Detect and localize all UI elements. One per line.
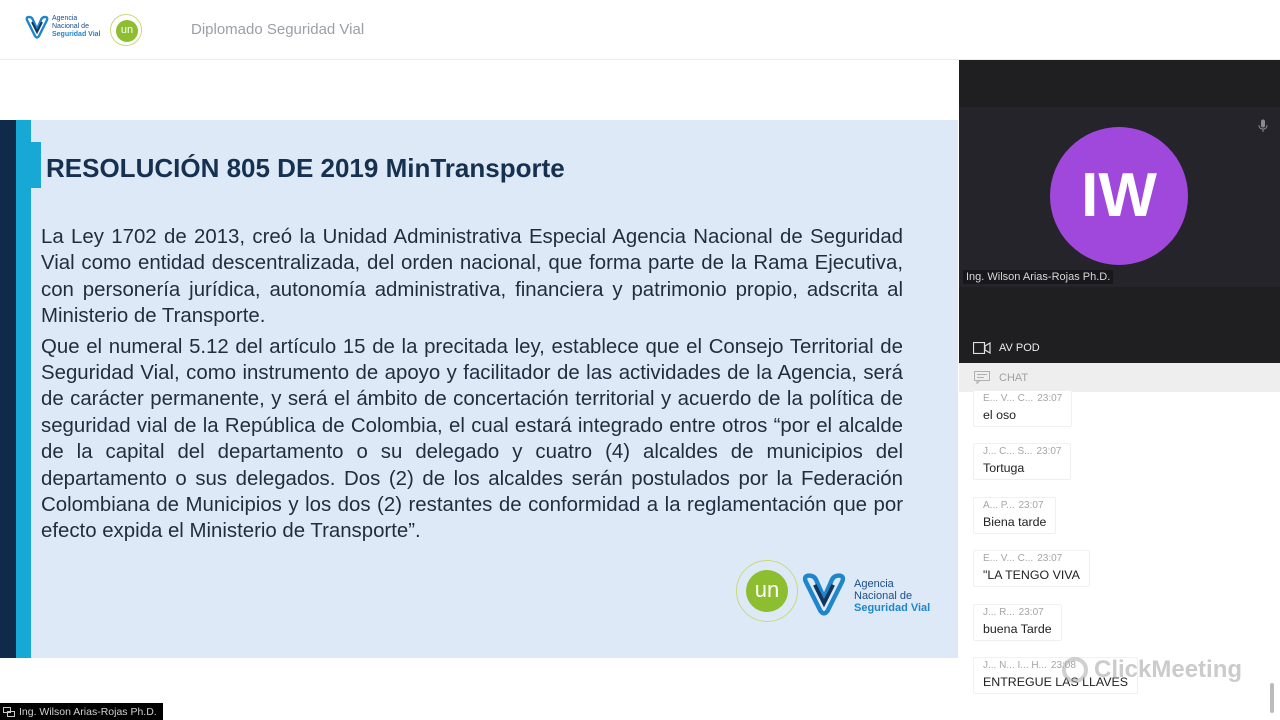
chat-message (973, 497, 1056, 534)
chat-time: 23:07 (1037, 553, 1063, 564)
participant-name: Ing. Wilson Arias-Rojas Ph.D. (963, 270, 1113, 284)
slide-body (41, 224, 903, 549)
ansv-logo-icon (24, 14, 50, 40)
chat-icon (974, 371, 990, 384)
clickmeeting-watermark-text: ClickMeeting (1094, 656, 1243, 683)
chat-text: Tortuga (983, 461, 1025, 475)
presenter-tag (0, 703, 163, 720)
un-logo (110, 14, 142, 46)
microphone-icon[interactable] (1258, 119, 1268, 133)
slide-un-logo-text: un (746, 570, 788, 612)
presenter-name: Ing. Wilson Arias-Rojas Ph.D. (19, 705, 157, 718)
chat-scrollbar[interactable] (1270, 683, 1274, 713)
chat-text: buena Tarde (983, 622, 1052, 636)
chat-header-label: CHAT (999, 371, 1029, 384)
app-title: Diplomado Seguridad Vial (191, 21, 365, 38)
slide-ansv-line2: Nacional de (854, 590, 913, 602)
ansv-logo (24, 14, 104, 42)
chat-time: 23:07 (1018, 500, 1044, 511)
chat-author: A... P... (983, 500, 1015, 511)
slide-ansv-logo (800, 568, 940, 622)
chat-time: 23:07 (1036, 446, 1062, 457)
slide-title-accent (31, 142, 41, 188)
presentation-slide (0, 120, 958, 658)
chat-message (973, 550, 1090, 587)
slide-paragraph-2: Que el numeral 5.12 del artículo 15 de la precitada ley, establece que el Consejo Territorial de Seguridad Vial, como instrumento de apoyo y facilitador de las actividades de la Agencia, será de carácter permanente, y será el ámbito de concertación territorial y acuerdo de la política de seguridad vial de la República de Colombia, el cual estará integrado entre otros “por el alcalde de la capital del departamento o su delegado y cuatro (4) alcaldes de municipios del departamento o sus delegados. Dos (2) de los alcaldes serán postulados por la Federación Colombiana de Municipios y los dos (2) restantes de conformidad a la reglamentación que por efecto expida el Ministerio de Transporte”. (41, 335, 903, 543)
chat-author: E... V... C... (983, 553, 1034, 564)
camera-icon (973, 342, 991, 354)
ansv-logo-line2: Nacional de (52, 23, 89, 30)
chat-author: E... V... C... (983, 393, 1034, 404)
chat-header[interactable] (959, 363, 1280, 392)
slide-title: RESOLUCIÓN 805 DE 2019 MinTransporte (46, 153, 565, 183)
chat-text: "LA TENGO VIVA (983, 568, 1080, 582)
chat-time: 23:08 (1050, 660, 1076, 671)
slide-ansv-line3: Seguridad Vial (854, 602, 931, 614)
chat-author: J... N... I... H... (983, 660, 1047, 671)
top-bar (0, 0, 1280, 60)
chat-message (973, 443, 1071, 480)
chat-author: J... R... (983, 607, 1015, 618)
chat-message (973, 390, 1072, 427)
chat-time: 23:07 (1018, 607, 1044, 618)
screen-share-icon (3, 707, 15, 717)
chat-text: el oso (983, 408, 1017, 422)
slide-side-bar-accent (16, 120, 31, 658)
chat-text: Biena tarde (983, 515, 1047, 529)
chat-message (973, 604, 1062, 641)
av-pod-toggle[interactable] (973, 339, 1040, 357)
un-logo-text: un (116, 20, 138, 42)
chat-time: 23:07 (1037, 393, 1063, 404)
slide-paragraph-1: La Ley 1702 de 2013, creó la Unidad Administrativa Especial Agencia Nacional de Seguridad Vial como entidad descentralizada, del orden nacional, que forma parte de la Rama Ejecutiva, con personería jurídica, autonomía administrativa, financiera y patrimonio propio, adscrita al Ministerio de Transporte. (41, 226, 903, 328)
chat-text: ENTREGUE LAS LLAVES (983, 675, 1129, 689)
chat-author: J... C... S... (983, 446, 1033, 457)
participant-avatar: IW (1050, 127, 1188, 265)
ansv-logo-line3: Seguridad Vial (52, 31, 101, 38)
clickmeeting-watermark (1062, 656, 1242, 684)
slide-ansv-logo-icon (800, 568, 848, 620)
ansv-logo-line1: Agencia (52, 15, 78, 22)
clickmeeting-logo-icon (1062, 657, 1088, 683)
av-pod-label: AV POD (999, 342, 1040, 354)
slide-ansv-line1: Agencia (854, 578, 894, 590)
slide-un-logo (736, 560, 798, 622)
video-panel (959, 60, 1280, 363)
slide-side-bar-dark (0, 120, 16, 658)
participant-video-tile[interactable] (959, 107, 1280, 287)
